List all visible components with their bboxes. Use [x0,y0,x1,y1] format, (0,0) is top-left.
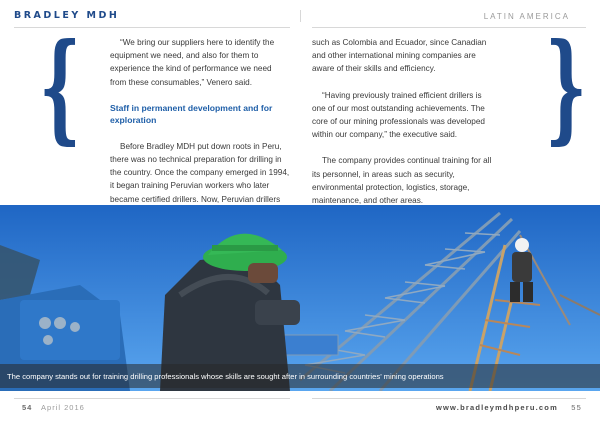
right-paragraph-3: The company provides continual training for all its personnel, in areas such as security, environmental protection, logistics, storage, maintenance, and other areas. [312,156,492,206]
right-paragraph-2: “Having previously trained efficient drillers is one of our most outstanding achievements. The core of our mining professionals was developed within our company,” the executive said. [312,90,485,140]
footer-right [436,403,582,412]
page-number-left: 54 [22,403,33,412]
left-paragraph-1: “We bring our suppliers here to identify the equipment we need, and also for them to experience the kind of performance we need from these consumables,” Venero said. [110,38,275,87]
section-subhead: Staff in permanent development and for exploration [110,102,273,126]
page-number-right: 55 [571,403,582,412]
issue-date: April 2016 [41,403,85,412]
right-brace: } [545,17,587,156]
left-brace: { [39,17,81,156]
brand-header: BRADLEY MDH [14,10,120,21]
footer-rule-left [14,398,290,399]
footer-rule-right [312,398,586,399]
footer-left [22,403,85,412]
website-link[interactable]: www.bradleymdhperu.com [435,403,558,412]
right-column [312,36,496,207]
section-header: LATIN AMERICA [483,12,570,21]
photo-caption: The company stands out for training drilling professionals whose skills are sought after in surrounding countries’ mining operations [7,372,444,381]
right-paragraph-1: such as Colombia and Ecuador, since Canadian and other international mining companies are aware of their skills and efficiency. [312,38,487,74]
left-column [110,36,290,219]
drilling-photo [0,205,600,391]
left-paragraph-2: Before Bradley MDH put down roots in Peru, there was no technical preparation for drilling in the country. Once the company emerged in 1994, it began training Peruvian workers who later became certified drillers. Now, Peruvian drillers [110,141,290,204]
gutter-mark-top [300,10,301,22]
